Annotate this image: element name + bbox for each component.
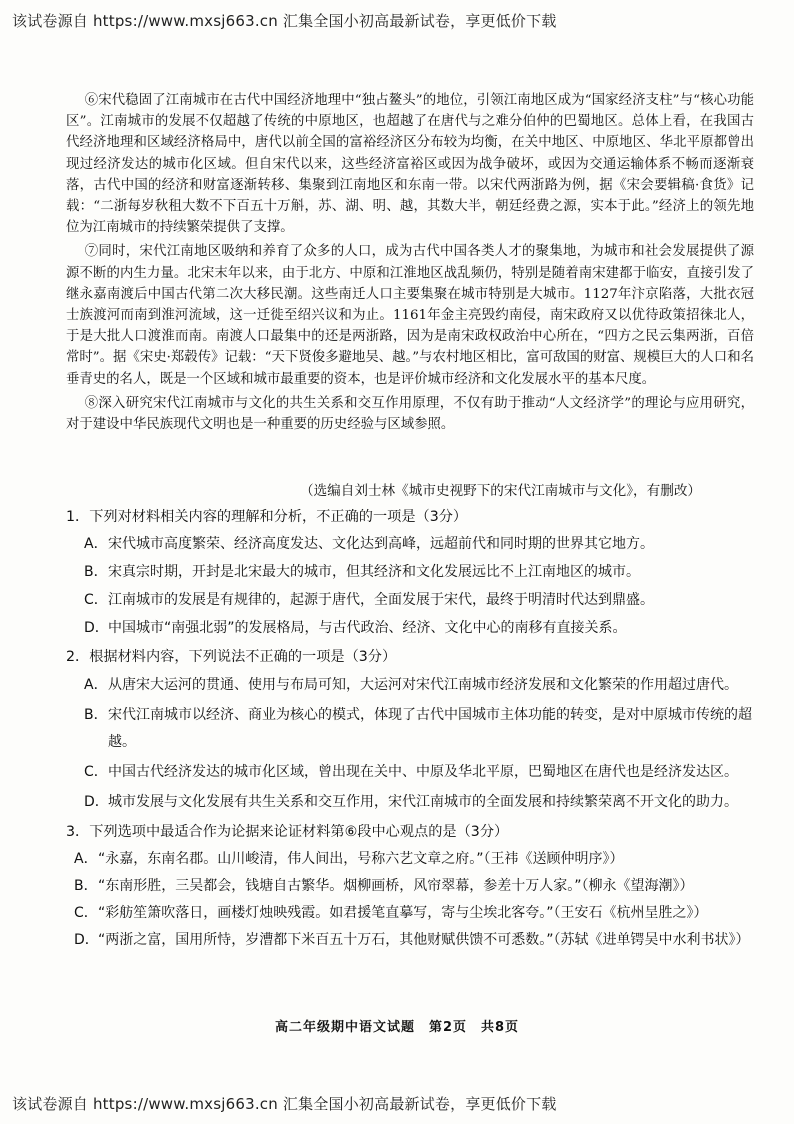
option-key: C． (84, 592, 108, 608)
option-c[interactable] (84, 588, 756, 613)
option-text: 中国古代经济发达的城市化区域，曾出现在关中、中原及华北平原，巴蜀地区在唐代也是经济发达区。 (108, 764, 738, 780)
option-text: 中国城市“南强北弱”的发展格局，与古代政治、经济、文化中心的南移有直接关系。 (108, 620, 627, 636)
question-stem: 1．下列对材料相关内容的理解和分析，不正确的一项是（3分） (66, 509, 468, 525)
paragraph-8: ⑧深入研究宋代江南城市与文化的共生关系和交互作用原理，不仅有助于推动“人文经济学”的理论与应用研究，对于建设中华民族现代文明也是一种重要的历史经验与区域参照。 (66, 395, 754, 433)
option-b[interactable] (84, 560, 756, 585)
option-text: “东南形胜，三吴都会，钱塘自古繁华。烟柳画桥，风帘翠幕，参差十万人家。”（柳永《望海潮》） (98, 878, 694, 894)
paragraph-7: ⑦同时，宋代江南地区吸纳和养育了众多的人口，成为古代中国各类人才的聚集地，为城市和社会发展提供了源源不断的内生力量。北宋末年以来，由于北方、中原和江淮地区战乱频仍，特别是随着南宋建都于临安，直接引发了继永嘉南渡后中国古代第二次大移民潮。这些南迁人口主要集聚在城市特别是大城市。1127年汴京陷落，大批衣冠士族渡河而南到淮河流域，这一迁徙至绍兴议和为止。1161年金主亮毁约南侵，南宋政府又以优待政策招徕北人，于是大批人口渡淮而南。南渡人口最集中的还是两浙路，因为是南宋政权政治中心所在，“四方之民云集两浙，百倍常时”。据《宋史·郑毂传》记载：“天下贤俊多避地吴、越。”与农村地区相比，富可敌国的财富、规模巨大的人口和名垂青史的名人，既是一个区域和城市最重要的资本，也是评价城市经济和文化发展水平的基本尺度。 (66, 244, 754, 387)
question-1 (66, 505, 756, 641)
source-banner-bottom: 该试卷源自 https://www.mxsj663.cn 汇集全国小初高最新试卷，享更低价下载 (12, 1095, 557, 1113)
question-2 (66, 645, 756, 816)
option-d[interactable] (84, 789, 756, 816)
option-text: “彩舫笙箫吹落日，画楼灯烛映残霞。如君援笔直摹写，寄与尘埃北客夸。”（王安石《杭州呈胜之》） (98, 905, 708, 921)
option-key: C． (74, 905, 98, 921)
option-d[interactable] (74, 928, 756, 953)
option-text: 宋代城市高度繁荣、经济高度发达、文化达到高峰，远超前代和同时期的世界其它地方。 (108, 536, 654, 552)
option-a[interactable] (84, 532, 756, 557)
option-text: 城市发展与文化发展有共生关系和交互作用，宋代江南城市的全面发展和持续繁荣离不开文化的助力。 (108, 794, 738, 810)
source-banner-top: 该试卷源自 https://www.mxsj663.cn 汇集全国小初高最新试卷，享更低价下载 (12, 12, 557, 30)
option-text: 从唐宋大运河的贯通、使用与布局可知，大运河对宋代江南城市经济发展和文化繁荣的作用超过唐代。 (108, 677, 738, 693)
option-key: A． (84, 536, 108, 552)
option-c[interactable] (84, 759, 756, 786)
option-text: “两浙之富，国用所恃，岁漕都下米百五十万石，其他财赋供馈不可悉数。”（苏轼《进单锷吴中水利书状》） (98, 932, 750, 948)
option-key: D． (84, 794, 109, 810)
question-stem: 2．根据材料内容，下列说法不正确的一项是（3分） (66, 649, 397, 665)
option-key: D． (74, 932, 99, 948)
question-list (66, 505, 756, 957)
option-key: C． (84, 764, 108, 780)
paragraph-6: ⑥宋代稳固了江南城市在古代中国经济地理中“独占鳌头”的地位，引领江南地区成为“国家经济支柱”与“核心功能区”。江南城市的发展不仅超越了传统的中原地区，也超越了在唐代与之难分伯仲的巴蜀地区。总体上看，在我国古代经济地理和区域经济格局中，唐代以前全国的富裕经济区分布较为均衡，在关中地区、中原地区、华北平原都曾出现过经济发达的城市化区域。但自宋代以来，这些经济富裕区或因为战争破坏，或因为交通运输体系不畅而逐渐衰落，古代中国的经济和财富逐渐转移、集聚到江南地区和东南一带。以宋代两浙路为例，据《宋会要辑稿·食货》记载：“二浙每岁秋租大数不下百五十万斛，苏、湖、明、越，其数大半，朝廷经费之源，实本于此。”经济上的领先地位为江南城市的持续繁荣提供了支撑。 (66, 93, 754, 236)
question-3 (66, 820, 756, 953)
page-footer: 高二年级期中语文试题 第2页 共8页 (274, 1020, 520, 1035)
option-text: 宋代江南城市以经济、商业为核心的模式，体现了古代中国城市主体功能的转变，是对中原城市传统的超越。 (108, 707, 752, 750)
option-b[interactable] (74, 874, 756, 899)
option-key: B． (84, 707, 108, 723)
option-c[interactable] (74, 901, 756, 926)
option-key: A． (84, 677, 108, 693)
option-key: B． (84, 564, 108, 580)
option-a[interactable] (74, 847, 756, 872)
question-stem: 3．下列选项中最适合作为论据来论证材料第⑥段中心观点的是（3分） (66, 824, 509, 840)
option-key: D． (84, 620, 109, 636)
option-text: 宋真宗时期，开封是北宋最大的城市，但其经济和文化发展远比不上江南地区的城市。 (108, 564, 640, 580)
option-text: 江南城市的发展是有规律的，起源于唐代，全面发展于宋代，最终于明清时代达到鼎盛。 (108, 592, 654, 608)
option-b[interactable] (84, 702, 756, 756)
option-text: “永嘉，东南名郡。山川峻清，伟人间出，号称六艺文章之府。”（王祎《送顾仲明序》） (98, 851, 624, 867)
reading-passage (66, 90, 754, 438)
option-a[interactable] (84, 672, 756, 699)
passage-source: （选编自刘士林《城市史视野下的宋代江南城市与文化》，有删改） (300, 483, 702, 499)
option-key: A． (74, 851, 98, 867)
option-key: B． (74, 878, 98, 894)
option-d[interactable] (84, 616, 756, 641)
